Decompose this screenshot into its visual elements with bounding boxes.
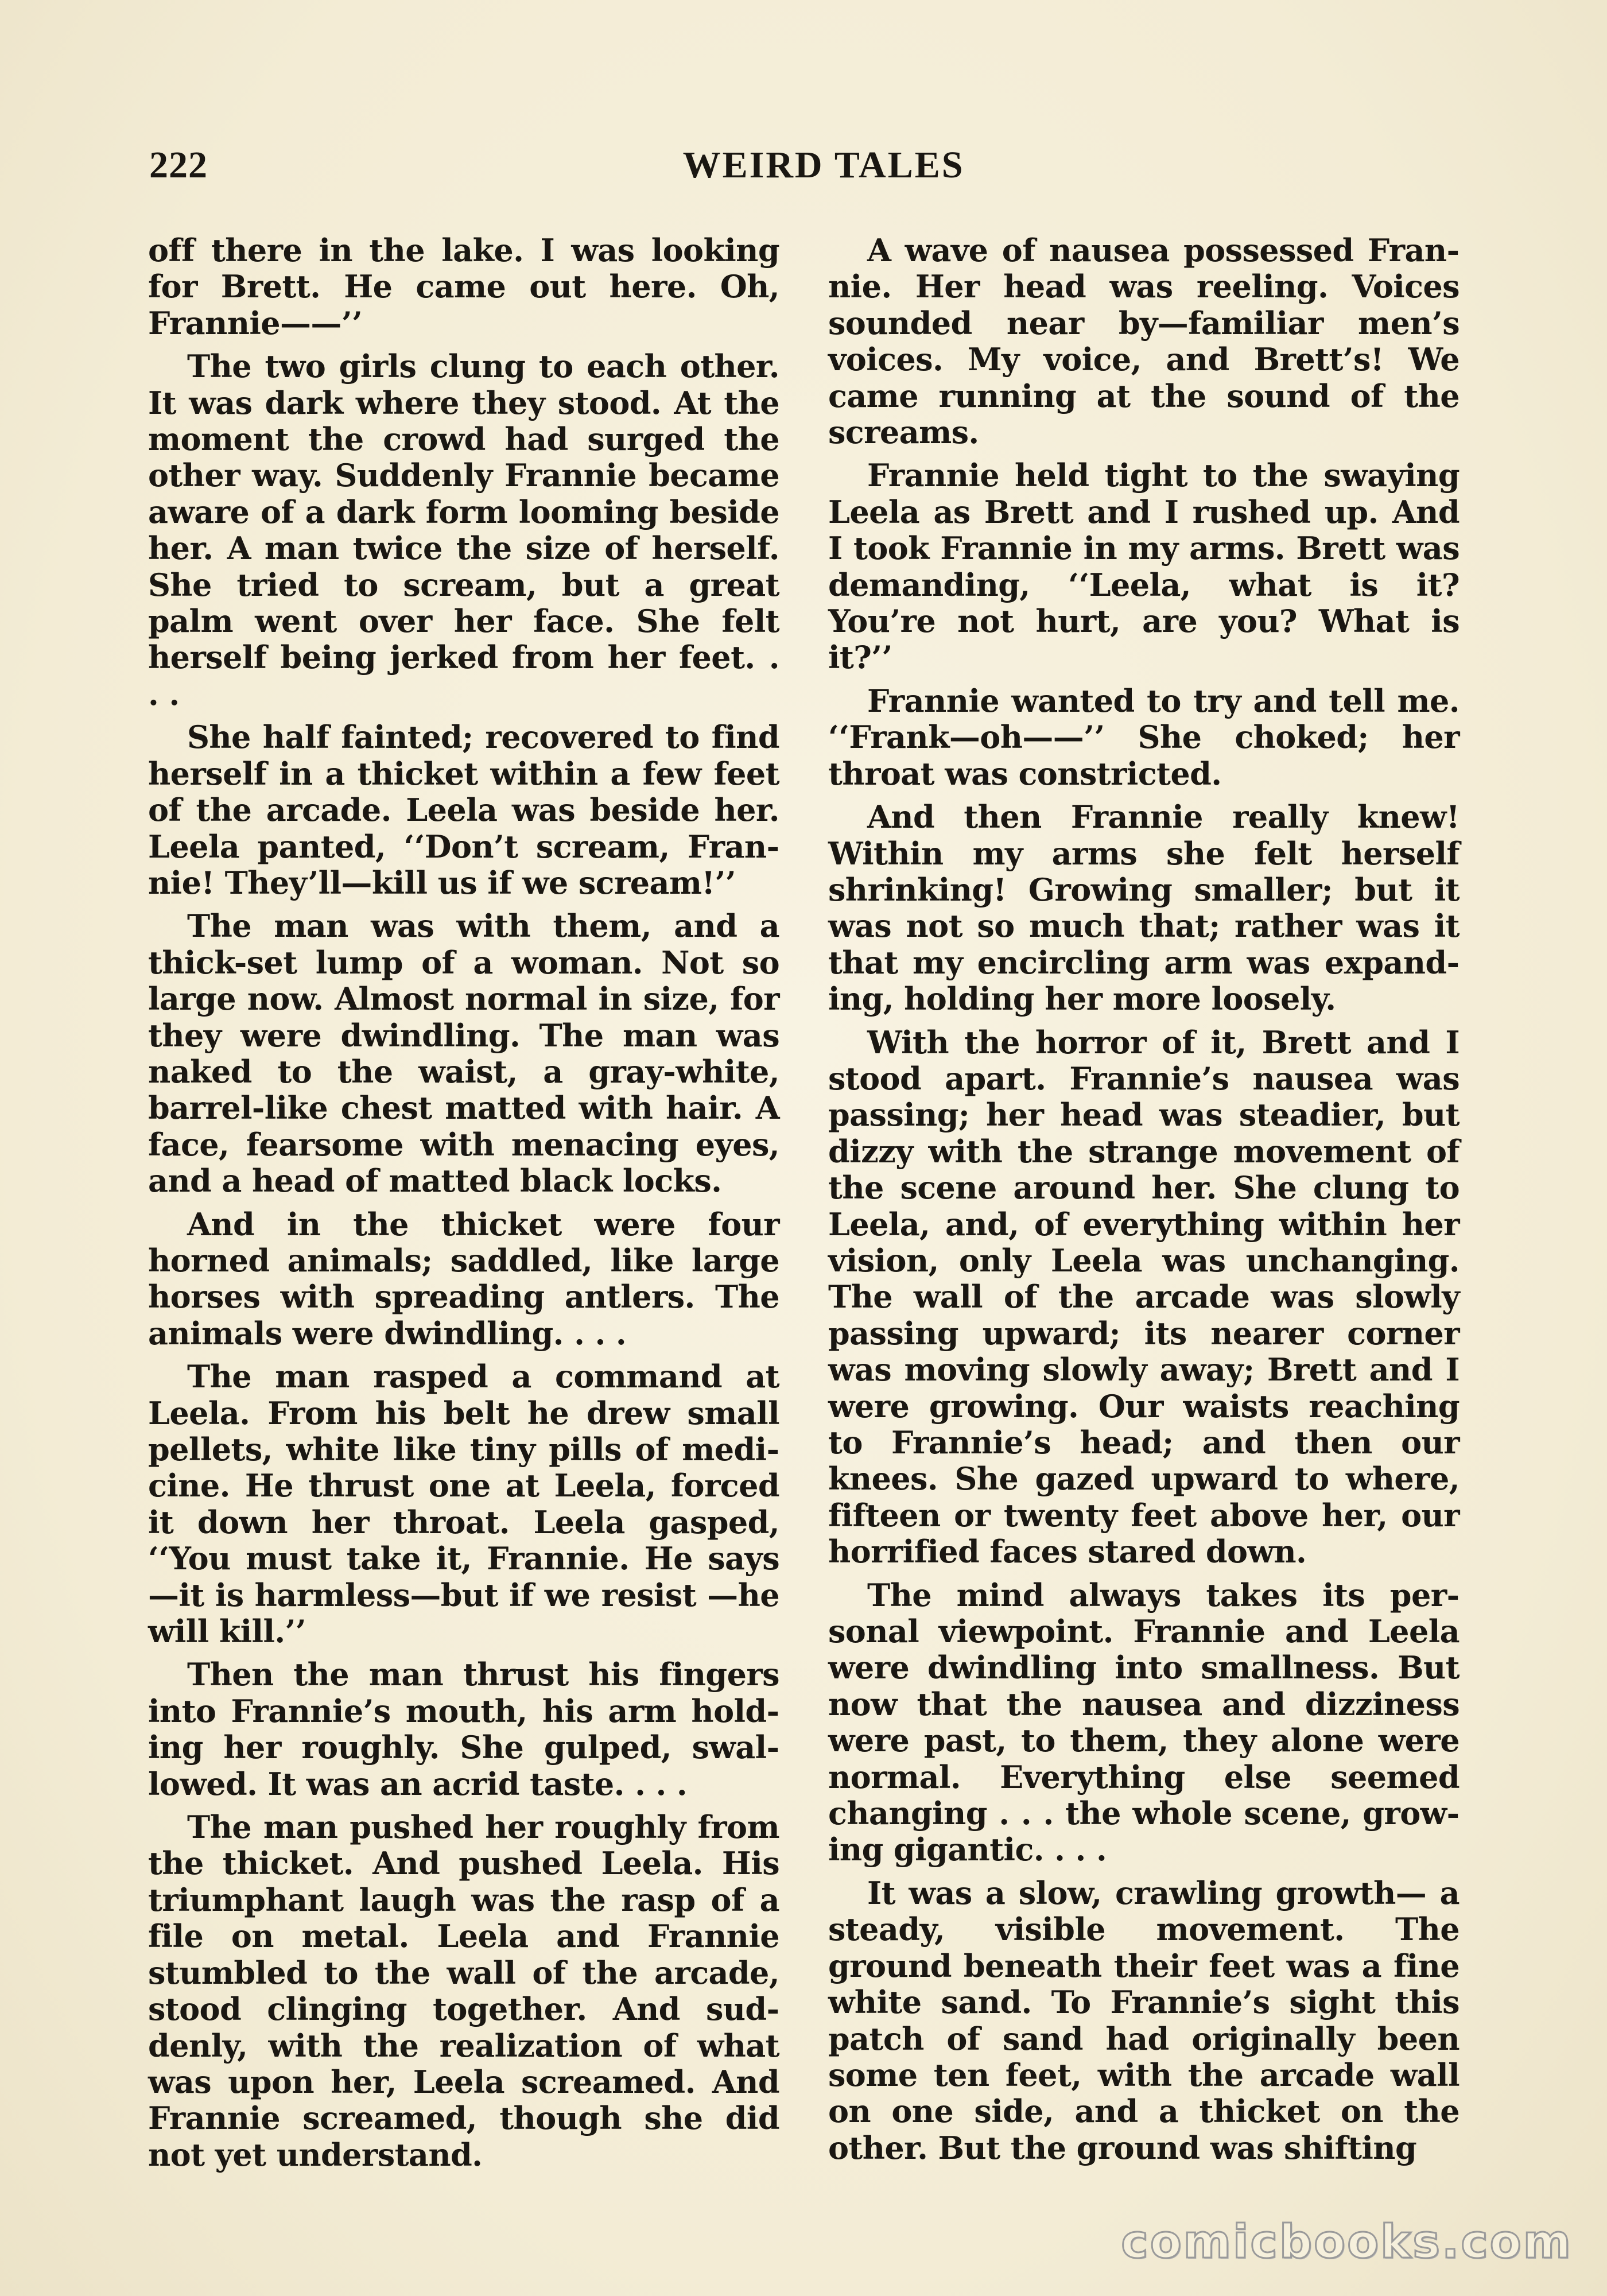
paragraph: The mind always takes its personal viewpoint. Frannie and Leela were dwindling into smallness. But now that the nausea and dizziness were past, to them, they alone were normal. Everything else seemed changing . . . the whole scene, growing gigantic. . . . [828,1576,1460,1868]
paragraph: With the horror of it, Brett and I stood apart. Frannie’s nausea was passing; her head was steadier, but dizzy with the strange movement of the scene around her. She clung to Leela, and, of everything within her vision, only Leela was unchanging. The wall of the arcade was slowly passing upward; its nearer corner was moving slowly away; Brett and I were growing. Our waists reaching to Frannie’s head; and then our knees. She gazed upward to where, fifteen or twenty feet above her, our horrified faces stared down. [828,1023,1460,1570]
paragraph: Frannie wanted to try and tell me. ‘‘Frank—oh——’’ She choked; her throat was constricted. [828,682,1460,792]
page-header [149,144,1464,195]
paragraph: The man was with them, and a thick-set lump of a woman. Not so large now. Almost normal in size, for they were dwindling. The man was naked to the waist, a gray-white, barrel-like chest matted with hair. A face, fearsome with menacing eyes, and a head of matted black locks. [148,907,779,1200]
paragraph: Then the man thrust his fingers into Frannie’s mouth, his arm holding her roughly. She gulped, swallowed. It was an acrid taste. . . . [148,1656,779,1802]
paragraph: And then Frannie really knew! Within my arms she felt herself shrinking! Growing smaller; but it was not so much that; rather was it that my encircling arm was expanding, holding her more loosely. [828,798,1460,1018]
paragraph: off there in the lake. I was looking for Brett. He came out here. Oh, Frannie——’’ [148,232,779,342]
paragraph: And in the thicket were four horned animals; saddled, like large horses with spreading antlers. The animals were dwindling. . . . [148,1205,779,1352]
paragraph: The man pushed her roughly from the thicket. And pushed Leela. His triumphant laugh was the rasp of a file on metal. Leela and Frannie stumbled to the wall of the arcade, stood clinging together. And suddenly, with the realization of what was upon her, Leela screamed. And Frannie screamed, though she did not yet understand. [148,1809,779,2173]
right-column [828,232,1460,2173]
page-number: 222 [149,144,208,186]
running-head: WEIRD TALES [682,144,965,186]
paragraph: Frannie held tight to the swaying Leela as Brett and I rushed up. And I took Frannie in my arms. Brett was demanding, ‘‘Leela, what is it? You’re not hurt, are you? What is it?’’ [828,457,1460,676]
paragraph: The man rasped a command at Leela. From his belt he drew small pellets, white like tiny pills of medicine. He thrust one at Leela, forced it down her throat. Leela gasped, ‘‘You must take it, Frannie. He says—it is harmless—but if we resist —he will kill.’’ [148,1358,779,1650]
left-column [148,232,779,2180]
paragraph: A wave of nausea possessed Frannie. Her head was reeling. Voices sounded near by—familiar men’s voices. My voice, and Brett’s! We came running at the sound of the screams. [828,232,1460,451]
paragraph: The two girls clung to each other. It was dark where they stood. At the moment the crowd had surged the other way. Suddenly Frannie became aware of a dark form looming beside her. A man twice the size of herself. She tried to scream, but a great palm went over her face. She felt herself being jerked from her feet. . . . [148,348,779,712]
paragraph: She half fainted; recovered to find herself in a thicket within a few feet of the arcade. Leela was beside her. Leela panted, ‘‘Don’t scream, Frannie! They’ll—kill us if we scream!’’ [148,719,779,901]
watermark-logo: comicbooks.com [1121,2215,1573,2268]
paragraph: It was a slow, crawling growth— a steady, visible movement. The ground beneath their feet was a fine white sand. To Frannie’s sight this patch of sand had originally been some ten feet, with the arcade wall on one side, and a thicket on the other. But the ground was shifting [828,1874,1460,2166]
